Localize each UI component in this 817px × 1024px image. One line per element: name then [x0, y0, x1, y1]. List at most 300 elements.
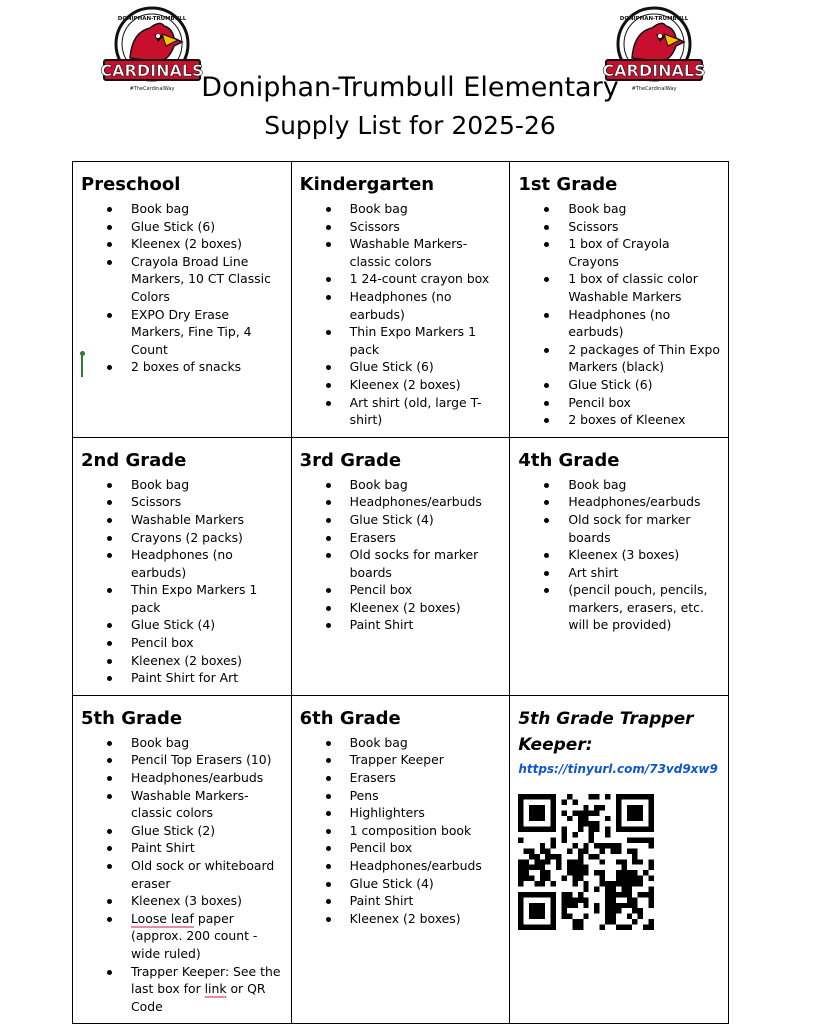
qr-module	[622, 859, 627, 864]
list-item: 2 boxes of Kleenex	[568, 411, 722, 429]
qr-module	[540, 805, 545, 810]
qr-module	[546, 924, 551, 929]
qr-module	[584, 886, 589, 891]
qr-module	[518, 870, 523, 875]
qr-module	[518, 794, 523, 799]
qr-module	[600, 805, 605, 810]
qr-module	[633, 881, 638, 886]
list-item: Paint Shirt	[350, 892, 504, 910]
qr-module	[529, 908, 534, 913]
list-item: Kleenex (2 boxes)	[350, 599, 504, 617]
qr-module	[638, 859, 643, 864]
qr-module	[540, 881, 545, 886]
qr-module	[633, 794, 638, 799]
qr-module	[518, 914, 523, 919]
qr-module	[573, 875, 578, 880]
trapper-keeper-cell	[510, 695, 729, 1024]
qr-module	[540, 859, 545, 864]
list-item: Headphones/earbuds	[568, 493, 722, 511]
list-item: Thin Expo Markers 1 pack	[131, 581, 285, 616]
qr-module	[616, 816, 621, 821]
qr-module	[524, 870, 529, 875]
qr-module	[622, 886, 627, 891]
list-item: Erasers	[350, 529, 504, 547]
qr-module	[627, 816, 632, 821]
qr-module	[573, 865, 578, 870]
qr-module	[627, 875, 632, 880]
grade-cell-preschool	[73, 162, 292, 438]
qr-module	[573, 881, 578, 886]
qr-module	[529, 914, 534, 919]
qr-module	[573, 870, 578, 875]
qr-module	[622, 903, 627, 908]
qr-module	[638, 826, 643, 831]
qr-module	[643, 837, 648, 842]
qr-module	[546, 875, 551, 880]
qr-module	[594, 908, 599, 913]
qr-module	[649, 897, 654, 902]
list-item: Kleenex (2 boxes)	[350, 910, 504, 928]
qr-module	[649, 875, 654, 880]
qr-module	[622, 794, 627, 799]
qr-module	[562, 837, 567, 842]
qr-module	[638, 908, 643, 913]
qr-module	[584, 914, 589, 919]
qr-module	[578, 892, 583, 897]
qr-module	[649, 886, 654, 891]
grade-heading: 4th Grade	[518, 449, 620, 471]
qr-module	[649, 919, 654, 924]
list-item: Scissors	[131, 493, 285, 511]
qr-module	[649, 799, 654, 804]
qr-module	[643, 870, 648, 875]
qr-module	[616, 843, 621, 848]
qr-module	[633, 826, 638, 831]
qr-module	[529, 854, 534, 859]
qr-code-icon[interactable]	[518, 794, 654, 930]
qr-module	[540, 794, 545, 799]
qr-module	[633, 903, 638, 908]
qr-module	[611, 908, 616, 913]
qr-module	[616, 903, 621, 908]
qr-module	[627, 892, 632, 897]
qr-module	[524, 865, 529, 870]
qr-module	[584, 821, 589, 826]
qr-module	[584, 865, 589, 870]
qr-module	[562, 832, 567, 837]
qr-module	[578, 848, 583, 853]
qr-module	[611, 914, 616, 919]
qr-module	[627, 837, 632, 842]
list-item: Kleenex (2 boxes)	[350, 376, 504, 394]
qr-module	[611, 897, 616, 902]
list-item: Book bag	[131, 476, 285, 494]
qr-module	[616, 826, 621, 831]
qr-module	[600, 870, 605, 875]
qr-module	[649, 816, 654, 821]
qr-module	[649, 903, 654, 908]
qr-module	[524, 859, 529, 864]
qr-module	[578, 924, 583, 929]
list-item: Pencil Top Erasers (10)	[131, 751, 285, 769]
svg-text:CARDINALS: CARDINALS	[602, 61, 706, 80]
qr-module	[540, 843, 545, 848]
list-item: Book bag	[350, 734, 504, 752]
qr-module	[551, 908, 556, 913]
qr-module	[649, 865, 654, 870]
list-item: Glue Stick (6)	[131, 218, 285, 236]
qr-module	[535, 816, 540, 821]
qr-module	[633, 870, 638, 875]
qr-module	[643, 794, 648, 799]
list-item: Kleenex (2 boxes)	[131, 235, 285, 253]
qr-module	[578, 919, 583, 924]
grade-cell-4th	[510, 437, 729, 695]
qr-module	[551, 810, 556, 815]
qr-module	[567, 903, 572, 908]
qr-module	[518, 859, 523, 864]
qr-module	[535, 826, 540, 831]
qr-module	[562, 810, 567, 815]
qr-module	[540, 816, 545, 821]
qr-module	[584, 810, 589, 815]
qr-module	[535, 794, 540, 799]
list-item: Headphones/earbuds	[350, 493, 504, 511]
qr-module	[551, 826, 556, 831]
qr-module	[546, 794, 551, 799]
grade-cell-3rd	[291, 437, 510, 695]
qr-module	[540, 914, 545, 919]
trapper-keeper-link[interactable]: https://tinyurl.com/73vd9xw9	[518, 761, 718, 776]
qr-module	[600, 875, 605, 880]
qr-module	[638, 875, 643, 880]
qr-module	[518, 919, 523, 924]
qr-module	[643, 892, 648, 897]
qr-module	[622, 870, 627, 875]
list-item: Old socks for marker boards	[350, 546, 504, 581]
qr-module	[573, 799, 578, 804]
qr-module	[529, 805, 534, 810]
qr-module	[573, 919, 578, 924]
supply-list	[518, 200, 722, 429]
grade-cell-1st	[510, 162, 729, 438]
qr-module	[535, 805, 540, 810]
qr-module	[551, 924, 556, 929]
qr-module	[605, 892, 610, 897]
qr-module	[529, 924, 534, 929]
qr-module	[600, 843, 605, 848]
list-item: Book bag	[131, 200, 285, 218]
qr-module	[633, 854, 638, 859]
grade-heading: 6th Grade	[299, 707, 401, 729]
grade-cell-kindergarten	[291, 162, 510, 438]
qr-module	[567, 794, 572, 799]
list-item: Glue Stick (6)	[350, 358, 504, 376]
list-item: Pens	[350, 787, 504, 805]
qr-module	[627, 870, 632, 875]
list-item: 2 packages of Thin Expo Markers (black)	[568, 341, 722, 376]
qr-module	[518, 897, 523, 902]
qr-module	[578, 875, 583, 880]
qr-module	[605, 826, 610, 831]
qr-module	[594, 794, 599, 799]
list-item: 1 composition book	[350, 822, 504, 840]
list-item: Washable Markers	[131, 511, 285, 529]
qr-module	[638, 810, 643, 815]
qr-module	[562, 826, 567, 831]
qr-module	[638, 794, 643, 799]
qr-module	[518, 908, 523, 913]
qr-module	[535, 892, 540, 897]
qr-module	[551, 821, 556, 826]
qr-module	[562, 914, 567, 919]
qr-module	[649, 805, 654, 810]
qr-module	[556, 854, 561, 859]
spellcheck-underline: Loose leaf	[131, 910, 194, 926]
qr-module	[518, 892, 523, 897]
qr-module	[551, 903, 556, 908]
supply-list	[81, 476, 285, 687]
qr-module	[578, 810, 583, 815]
qr-module	[584, 870, 589, 875]
qr-module	[556, 859, 561, 864]
qr-module	[627, 897, 632, 902]
qr-module	[540, 848, 545, 853]
qr-module	[546, 870, 551, 875]
qr-module	[627, 903, 632, 908]
qr-module	[535, 810, 540, 815]
qr-module	[546, 826, 551, 831]
qr-module	[535, 859, 540, 864]
qr-module	[551, 914, 556, 919]
qr-module	[633, 805, 638, 810]
qr-module	[638, 837, 643, 842]
qr-module	[567, 848, 572, 853]
qr-module	[535, 908, 540, 913]
qr-module	[567, 859, 572, 864]
qr-module	[616, 799, 621, 804]
qr-module	[524, 875, 529, 880]
list-item: Paint Shirt	[131, 839, 285, 857]
list-item: Old sock or whiteboard eraser	[131, 857, 285, 892]
grade-cell-5th	[73, 695, 292, 1024]
list-item: Kleenex (3 boxes)	[568, 546, 722, 564]
qr-module	[616, 805, 621, 810]
list-item: Glue Stick (4)	[350, 511, 504, 529]
qr-module	[518, 875, 523, 880]
list-item: Headphones (no earbuds)	[568, 306, 722, 341]
document-subtitle: Supply List for 2025-26	[264, 111, 556, 140]
qr-module	[578, 816, 583, 821]
qr-module	[573, 810, 578, 815]
qr-module	[573, 843, 578, 848]
qr-module	[633, 837, 638, 842]
qr-module	[573, 903, 578, 908]
qr-module	[605, 816, 610, 821]
qr-module	[649, 810, 654, 815]
qr-module	[605, 843, 610, 848]
qr-module	[605, 914, 610, 919]
qr-module	[540, 892, 545, 897]
qr-module	[627, 805, 632, 810]
qr-module	[627, 881, 632, 886]
qr-module	[616, 875, 621, 880]
qr-module	[529, 875, 534, 880]
list-item: 1 24-count crayon box	[350, 270, 504, 288]
list-item: Highlighters	[350, 804, 504, 822]
qr-module	[584, 848, 589, 853]
qr-module	[584, 903, 589, 908]
qr-module	[622, 881, 627, 886]
qr-module	[600, 881, 605, 886]
supply-list	[300, 200, 504, 429]
grade-heading: Preschool	[81, 174, 181, 195]
qr-module	[627, 810, 632, 815]
list-item: Scissors	[350, 218, 504, 236]
list-item: Book bag	[350, 476, 504, 494]
qr-module	[518, 805, 523, 810]
qr-module	[627, 886, 632, 891]
list-item: Paint Shirt for Art	[131, 669, 285, 687]
list-item: Kleenex (2 boxes)	[131, 652, 285, 670]
supply-list	[300, 476, 504, 634]
qr-module	[605, 919, 610, 924]
qr-module	[594, 805, 599, 810]
qr-module	[589, 810, 594, 815]
list-item: Pencil box	[131, 634, 285, 652]
qr-module	[540, 875, 545, 880]
qr-module	[535, 903, 540, 908]
list-item: Trapper Keeper: See the last box for link or QR Code	[131, 963, 285, 1016]
qr-module	[633, 848, 638, 853]
grade-heading: 5th Grade	[81, 707, 183, 729]
list-item: Glue Stick (4)	[350, 875, 504, 893]
qr-module	[518, 821, 523, 826]
qr-module	[524, 794, 529, 799]
qr-module	[649, 826, 654, 831]
list-item: Book bag	[568, 200, 722, 218]
list-item: Glue Stick (2)	[131, 822, 285, 840]
qr-module	[546, 854, 551, 859]
qr-module	[518, 837, 523, 842]
svg-text:#TheCardinalWay: #TheCardinalWay	[631, 86, 677, 92]
qr-module	[551, 843, 556, 848]
qr-module	[529, 892, 534, 897]
svg-text:CARDINALS: CARDINALS	[100, 61, 204, 80]
qr-module	[573, 897, 578, 902]
list-item: Paint Shirt	[350, 616, 504, 634]
grade-heading: 1st Grade	[518, 174, 618, 195]
qr-module	[633, 810, 638, 815]
qr-module	[529, 826, 534, 831]
qr-module	[578, 826, 583, 831]
qr-module	[611, 848, 616, 853]
qr-module	[551, 881, 556, 886]
list-item: Trapper Keeper	[350, 751, 504, 769]
list-item: 1 box of classic color Washable Markers	[568, 270, 722, 305]
qr-module	[594, 810, 599, 815]
qr-module	[578, 854, 583, 859]
list-item: Pencil box	[350, 581, 504, 599]
qr-module	[551, 794, 556, 799]
qr-module	[573, 859, 578, 864]
qr-module	[638, 816, 643, 821]
list-item: 1 box of Crayola Crayons	[568, 235, 722, 270]
qr-module	[622, 826, 627, 831]
qr-module	[567, 892, 572, 897]
list-item: Thin Expo Markers 1 pack	[350, 323, 504, 358]
list-item: Crayola Broad Line Markers, 10 CT Classic Colors	[131, 253, 285, 306]
list-item: 2 boxes of snacks	[131, 358, 285, 376]
svg-text:DONIPHAN-TRUMBULL: DONIPHAN-TRUMBULL	[117, 16, 187, 22]
qr-module	[605, 908, 610, 913]
qr-module	[529, 810, 534, 815]
qr-module	[649, 794, 654, 799]
qr-module	[584, 881, 589, 886]
qr-module	[518, 924, 523, 929]
qr-module	[649, 892, 654, 897]
qr-module	[649, 924, 654, 929]
qr-module	[584, 805, 589, 810]
qr-module	[535, 865, 540, 870]
qr-module	[567, 897, 572, 902]
qr-module	[535, 924, 540, 929]
qr-module	[529, 816, 534, 821]
qr-module	[638, 914, 643, 919]
qr-module	[594, 854, 599, 859]
list-item: Scissors	[568, 218, 722, 236]
qr-module	[594, 903, 599, 908]
supply-list	[518, 476, 722, 634]
qr-module	[551, 837, 556, 842]
list-item: Headphones/earbuds	[131, 769, 285, 787]
qr-module	[633, 875, 638, 880]
qr-module	[518, 799, 523, 804]
list-item: Headphones/earbuds	[350, 857, 504, 875]
qr-module	[535, 914, 540, 919]
list-item: Old sock for marker boards	[568, 511, 722, 546]
qr-module	[584, 843, 589, 848]
qr-module	[589, 826, 594, 831]
list-item: Pencil box	[568, 394, 722, 412]
spellcheck-underline: link	[204, 981, 227, 997]
qr-module	[627, 848, 632, 853]
document-title: Doniphan-Trumbull Elementary	[201, 72, 619, 103]
qr-module	[524, 892, 529, 897]
qr-module	[589, 821, 594, 826]
qr-module	[643, 924, 648, 929]
qr-module	[524, 848, 529, 853]
qr-module	[535, 854, 540, 859]
qr-module	[546, 859, 551, 864]
qr-module	[529, 794, 534, 799]
list-item: Book bag	[131, 734, 285, 752]
grade-heading: Kindergarten	[299, 174, 435, 195]
svg-text:#TheCardinalWay: #TheCardinalWay	[129, 86, 175, 92]
qr-module	[562, 875, 567, 880]
qr-module	[540, 870, 545, 875]
qr-module	[562, 799, 567, 804]
supply-list	[81, 734, 285, 1016]
qr-module	[556, 865, 561, 870]
qr-module	[589, 837, 594, 842]
qr-module	[627, 924, 632, 929]
qr-module	[551, 799, 556, 804]
qr-module	[643, 826, 648, 831]
qr-module	[649, 837, 654, 842]
qr-module	[551, 854, 556, 859]
qr-module	[540, 903, 545, 908]
